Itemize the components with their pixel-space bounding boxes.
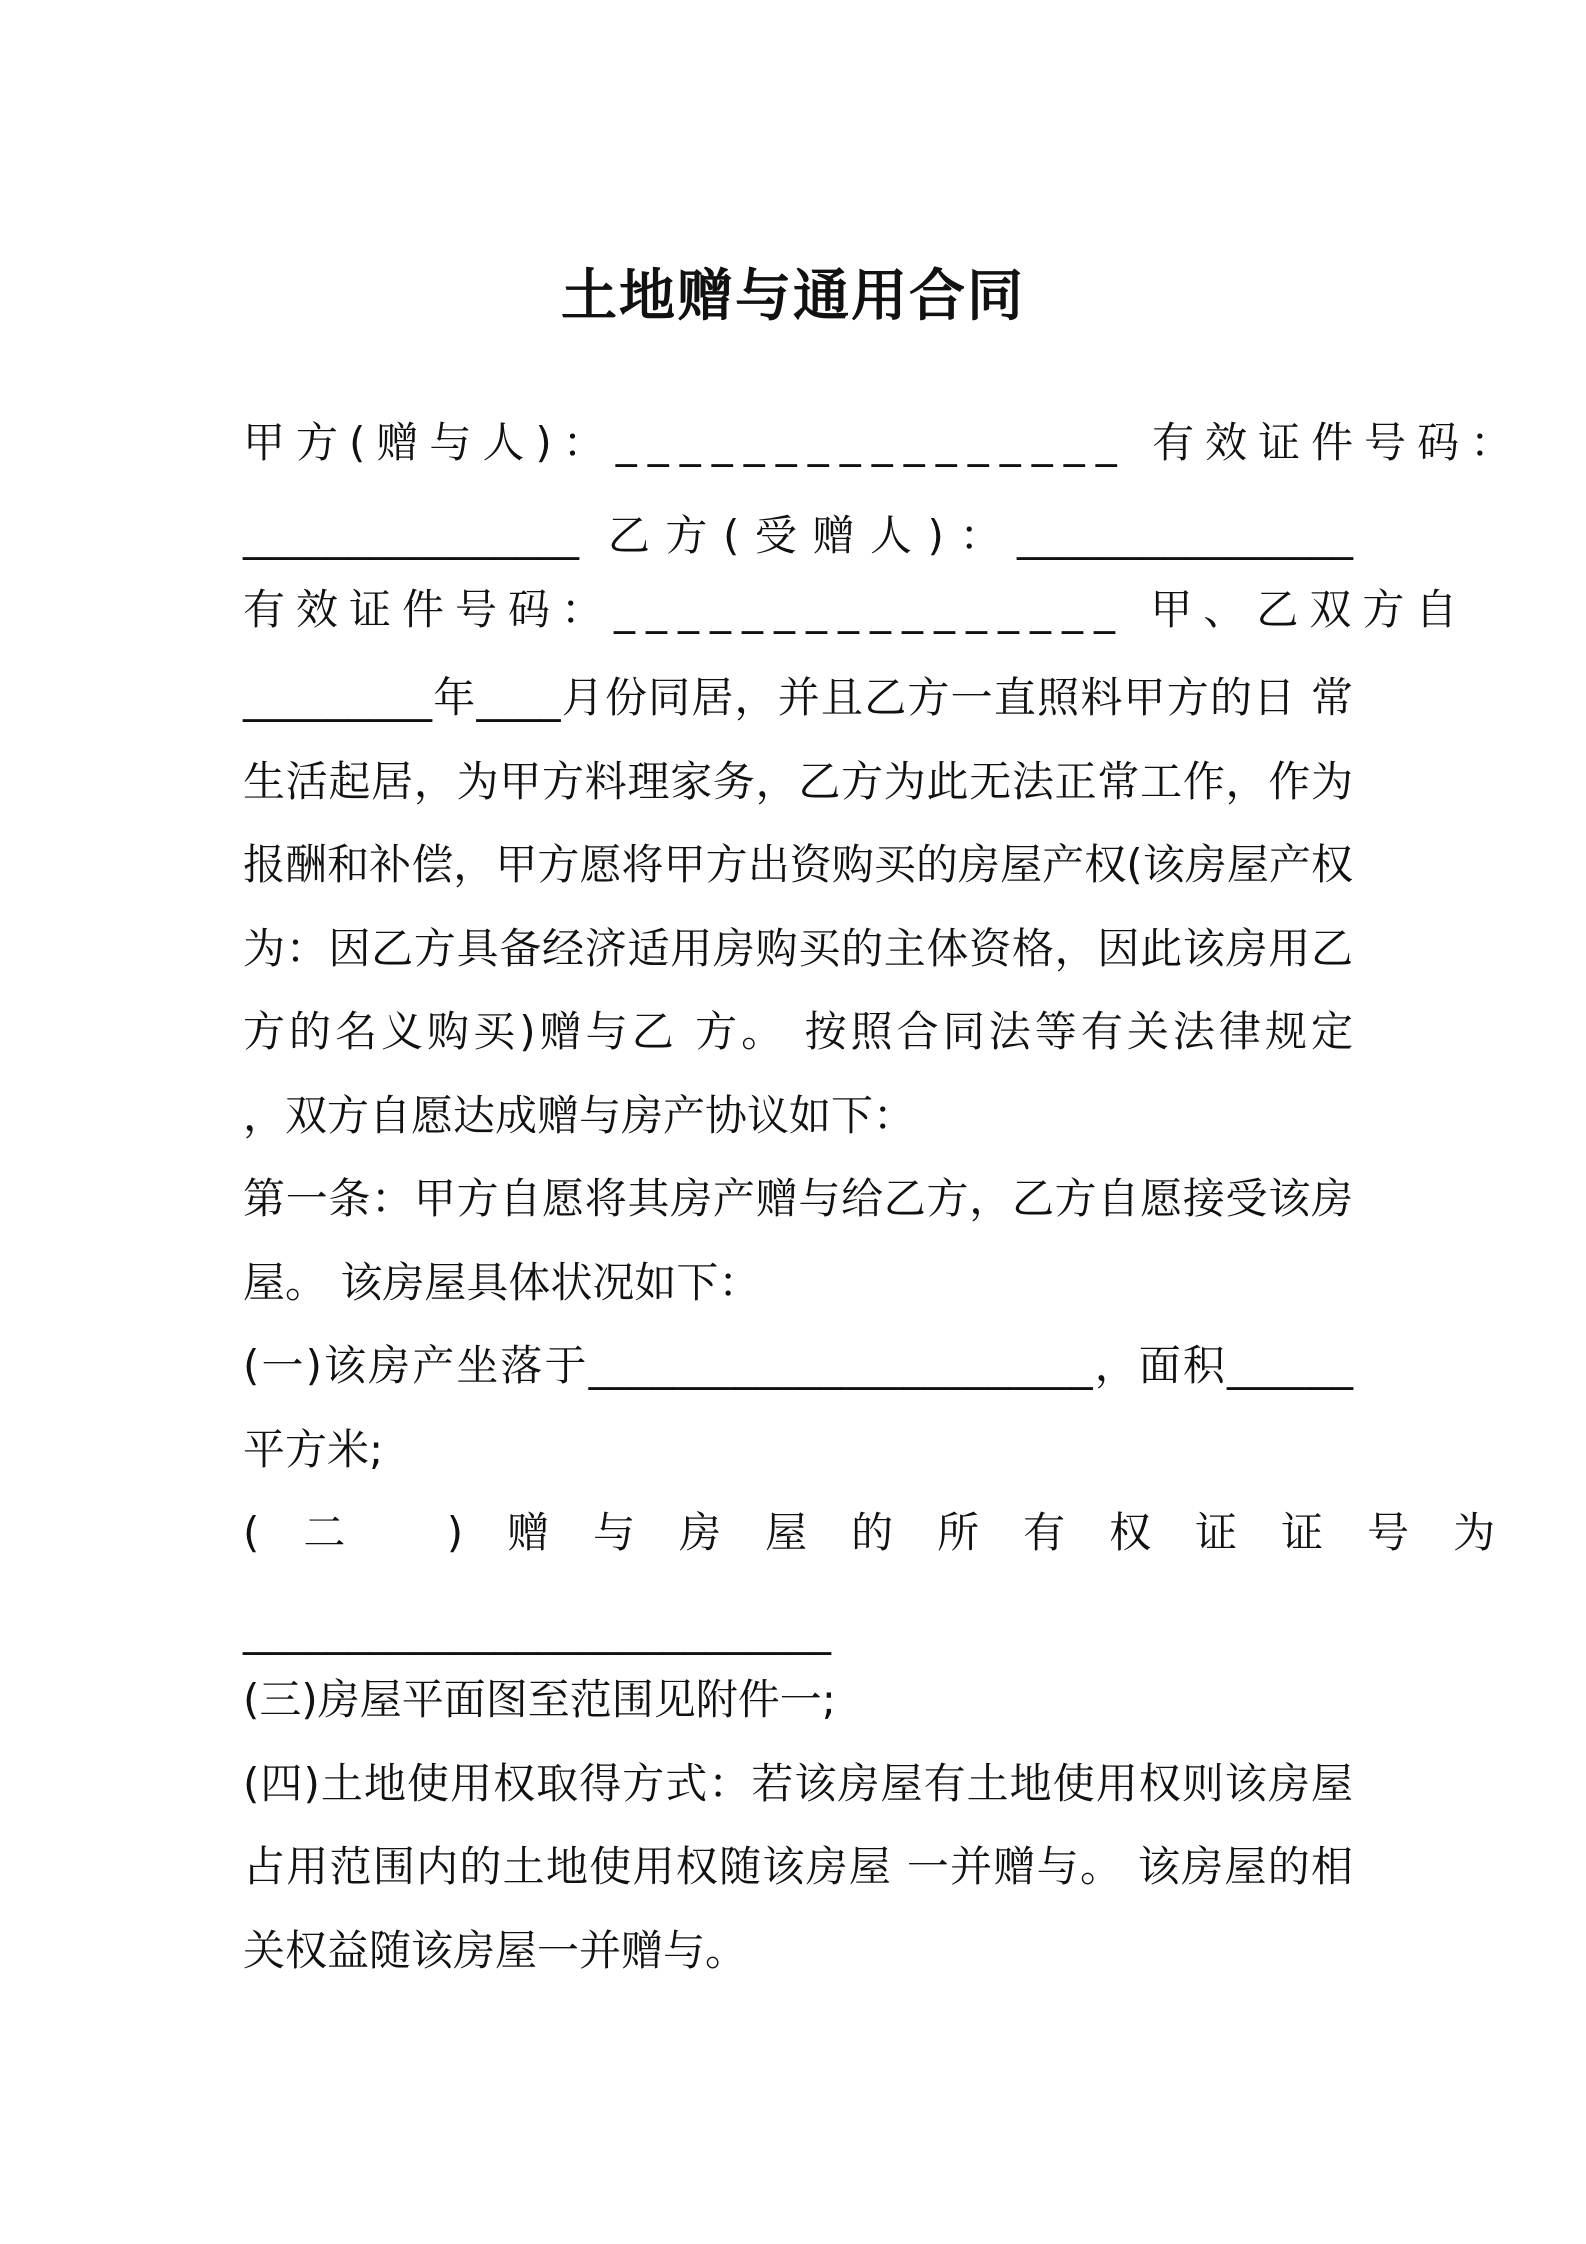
body-line: 方的名义购买)赠与乙 方。 按照合同法等有关法律规定 xyxy=(243,1007,1353,1056)
article-one-line: 第一条：甲方自愿将其房产赠与给乙方，乙方自愿接受该房 xyxy=(243,1174,1353,1223)
blank-line: ____________________________ xyxy=(243,1606,831,1655)
body-line: 为：因乙方具备经济适用房购买的主体资格，因此该房用乙 xyxy=(243,924,1353,973)
body-line: 占用范围内的土地使用权随该房屋 一并赠与。 该房屋的相 xyxy=(243,1842,1353,1891)
body-line: ，双方自愿达成赠与房产协议如下： xyxy=(243,1091,916,1140)
item-one-line: (一)该房产坐落于________________________，面积______ xyxy=(243,1341,1353,1390)
body-line: 屋。 该房屋具体状况如下： xyxy=(243,1258,761,1307)
item-three-line: (三)房屋平面图至范围见附件一; xyxy=(243,1675,836,1724)
body-line: 生活起居，为甲方料理家务，乙方为此无法正常工作，作为 xyxy=(243,757,1353,806)
body-line: 关权益随该房屋一并赠与。 xyxy=(243,1926,748,1975)
party-a-line: 甲方(赠与人)：________________ 有效证件号码： xyxy=(243,418,1524,467)
body-line: 平方米; xyxy=(243,1425,384,1474)
item-two-line: (二 )赠与房屋的所有权证证号为 xyxy=(243,1508,1540,1557)
body-line: _________年____月份同居，并且乙方一直照料甲方的日 常 xyxy=(243,673,1353,722)
party-b-line: ________________ 乙方(受赠人)：________________ xyxy=(243,511,1353,560)
id-number-line: 有效证件号码：________________ 甲、乙双方自 xyxy=(243,585,1469,634)
document-title: 土地赠与通用合同 xyxy=(561,264,1025,329)
body-line: 报酬和补偿，甲方愿将甲方出资购买的房屋产权(该房屋产权 xyxy=(243,840,1353,889)
item-four-line: (四)土地使用权取得方式：若该房屋有土地使用权则该房屋 xyxy=(243,1759,1353,1808)
